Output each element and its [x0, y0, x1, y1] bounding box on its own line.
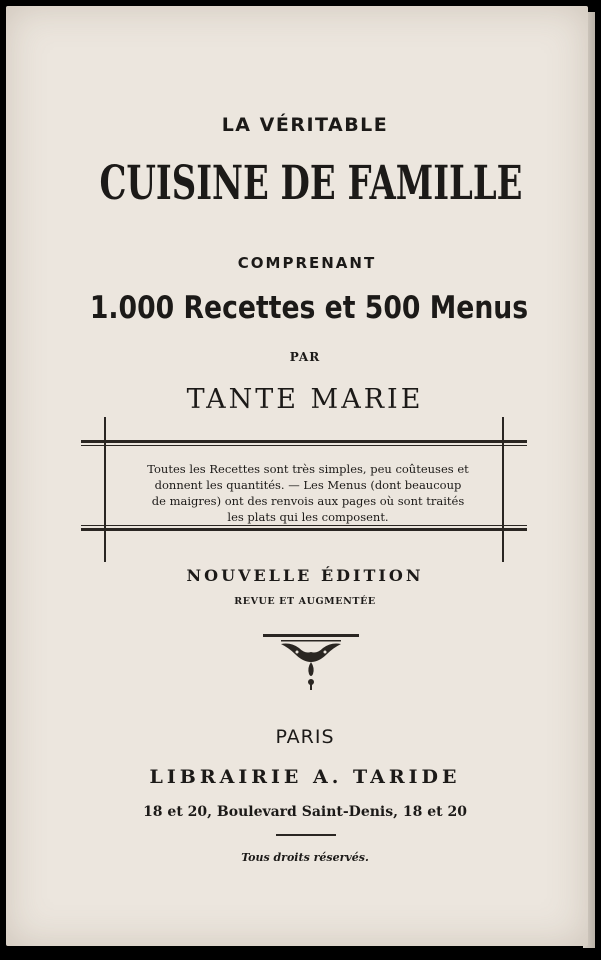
revue-label: REVUE ET AUGMENTÉE: [234, 596, 376, 607]
author-name: TANTE MARIE: [186, 384, 424, 415]
recipes-note: [118, 461, 498, 525]
frame-left-rule: [104, 417, 106, 562]
par-label: PAR: [289, 350, 321, 364]
frame-top-rule: [81, 440, 527, 443]
edition-label: NOUVELLE ÉDITION: [186, 566, 424, 585]
title-kicker: LA VÉRITABLE: [221, 114, 389, 136]
divider-rule: [276, 834, 336, 836]
floral-vignette-icon: [261, 632, 361, 692]
note-line: de maigres) ont des renvois aux pages où sont traités: [151, 494, 465, 508]
note-line: donnent les quantités. — Les Menus (dont beaucoup: [154, 478, 462, 492]
rights-notice: Tous droits réservés.: [241, 851, 369, 864]
frame-right-rule: [502, 417, 504, 562]
book-title: CUISINE DE FAMILLE: [99, 156, 523, 211]
title-page: [6, 6, 588, 946]
note-line: les plats qui les composent.: [227, 510, 389, 524]
note-line: Toutes les Recettes sont très simples, peu coûteuses et: [147, 462, 469, 476]
frame-bottom-rule-thin: [81, 525, 527, 526]
publisher-label: LIBRAIRIE A. TARIDE: [149, 766, 461, 788]
frame-bottom-rule: [81, 528, 527, 531]
comprenant-label: COMPRENANT: [237, 254, 377, 272]
book-subtitle: 1.000 Recettes et 500 Menus: [89, 290, 529, 326]
publisher-address: 18 et 20, Boulevard Saint-Denis, 18 et 20: [143, 804, 467, 820]
city-label: PARIS: [275, 726, 335, 748]
frame-top-rule-thin: [81, 445, 527, 446]
